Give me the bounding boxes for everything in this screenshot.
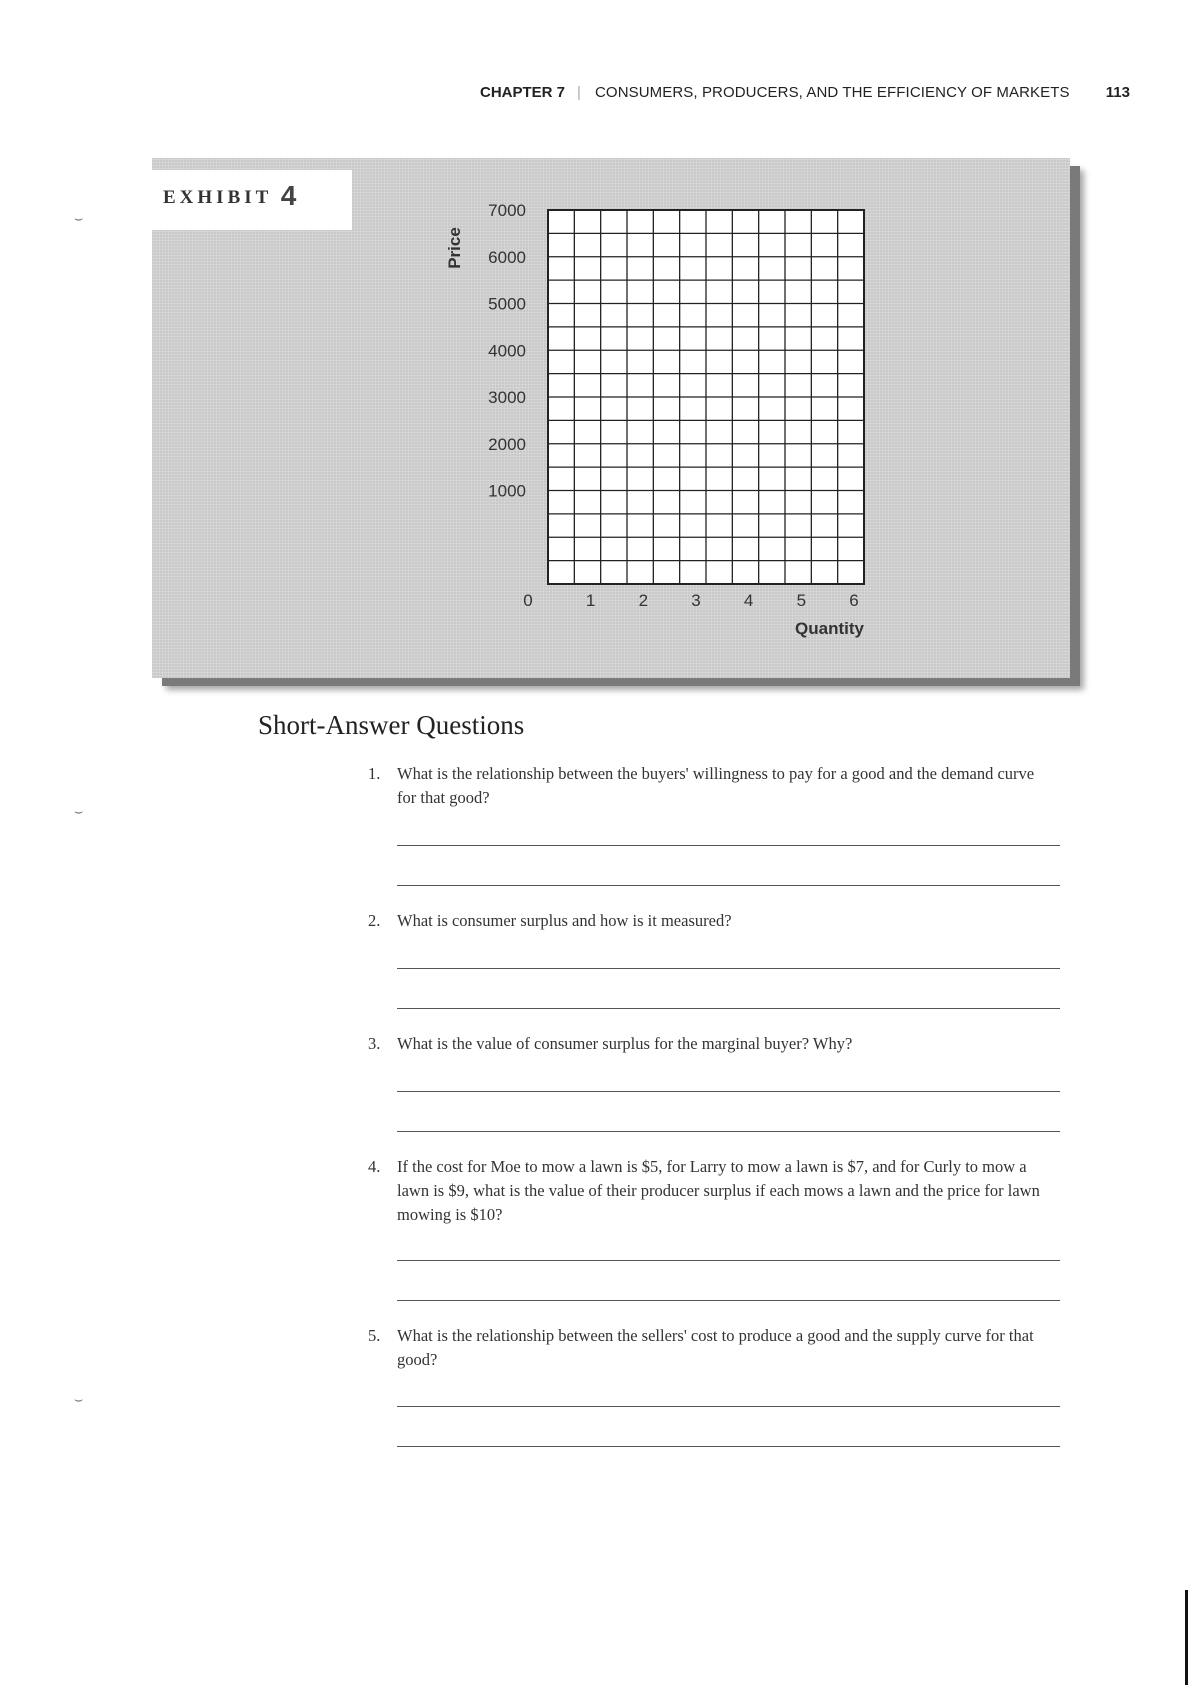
x-tick-label: 2 (638, 591, 649, 610)
x-tick-label: 1 (585, 591, 596, 610)
y-tick-label: 7000 (488, 201, 526, 220)
page-edge-bar (1185, 1590, 1188, 1685)
section-title: Short-Answer Questions (258, 710, 525, 740)
x-tick-label: 4 (743, 591, 754, 610)
chart-grid (548, 210, 864, 584)
question-text: What is consumer surplus and how is it measured? (397, 911, 732, 930)
exhibit-label (163, 178, 296, 210)
x-tick-label: 6 (849, 591, 859, 610)
answer-line[interactable] (397, 845, 1060, 846)
x-tick-label: 5 (796, 591, 807, 610)
x-tick-label: 3 (691, 591, 701, 610)
answer-line[interactable] (397, 1008, 1060, 1009)
y-tick-label: 6000 (488, 247, 526, 267)
page-number: 113 (1105, 84, 1130, 101)
margin-mark: ⌣ (74, 1393, 84, 1408)
answer-line[interactable] (397, 1091, 1060, 1092)
margin-mark: ⌣ (74, 212, 84, 227)
question-number: 4. (368, 1157, 381, 1176)
y-axis-label: Price (445, 227, 464, 269)
y-tick-label: 5000 (488, 294, 526, 314)
question-text: If the cost for Moe to mow a lawn is $5, for Larry to mow a lawn is $7, and for Curly to mow a lawn is $9, what is the value of their producer surplus if each mows a lawn and the price for lawn mowing is $10? (397, 1157, 1040, 1224)
exhibit-panel (152, 158, 1070, 678)
running-head (480, 84, 1130, 106)
y-tick-label: 3000 (488, 388, 526, 407)
exhibit-number: 4 (280, 180, 297, 211)
header-separator: | (577, 84, 581, 101)
answer-line[interactable] (397, 1446, 1060, 1447)
question-text: What is the relationship between the buyers' willingness to pay for a good and the demand curve for that good? (397, 764, 1035, 807)
x-tick-label: 0 (523, 591, 533, 610)
y-tick-label: 1000 (488, 481, 526, 501)
y-tick-label: 2000 (488, 434, 526, 454)
answer-line[interactable] (397, 1406, 1060, 1407)
question-number: 2. (368, 911, 381, 930)
chapter-title: CONSUMERS, PRODUCERS, AND THE EFFICIENCY OF MARKETS (595, 84, 1070, 101)
answer-line[interactable] (397, 1260, 1060, 1261)
exhibit-word: EXHIBIT (163, 187, 272, 208)
x-axis-ticks (523, 591, 858, 610)
answer-line[interactable] (397, 1131, 1060, 1132)
question-text: What is the value of consumer surplus for the marginal buyer? Why? (397, 1034, 853, 1053)
y-tick-label: 4000 (488, 341, 526, 361)
question-text: What is the relationship between the sellers' cost to produce a good and the supply curve for that good? (397, 1326, 1034, 1369)
chapter-label: CHAPTER 7 (480, 84, 566, 101)
answer-line[interactable] (397, 1300, 1060, 1301)
exhibit-chart (152, 158, 1070, 678)
answer-line[interactable] (397, 885, 1060, 886)
question-number: 5. (368, 1326, 381, 1345)
margin-mark: ⌣ (74, 805, 84, 820)
y-axis-ticks (488, 201, 526, 501)
x-axis-label: Quantity (795, 619, 864, 638)
question-number: 1. (368, 764, 381, 783)
answer-line[interactable] (397, 968, 1060, 969)
question-number: 3. (368, 1034, 381, 1053)
